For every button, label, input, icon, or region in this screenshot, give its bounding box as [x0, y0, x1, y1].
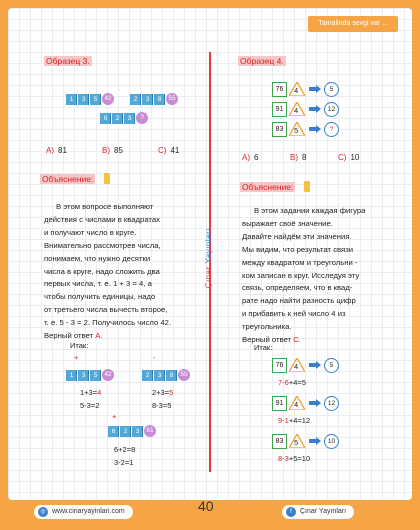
square: 2 [130, 94, 141, 105]
square: 2 [112, 113, 123, 124]
triangle-value: 4 [294, 400, 299, 409]
itak-label: Итак: [254, 343, 273, 352]
social-icon: f [286, 507, 296, 517]
square: 2 [120, 426, 131, 437]
square: 2 [142, 370, 153, 381]
right-heading: Образец 4. [240, 56, 284, 66]
circle: 55 [178, 369, 190, 381]
circle: 12 [324, 102, 339, 117]
square: 6 [100, 113, 111, 124]
pencil-icon [104, 173, 110, 184]
left-explanation-heading: Объяснение: [42, 174, 94, 184]
arrow-right-icon [309, 437, 321, 445]
square: 1 [66, 94, 77, 105]
vertical-brand: Çınar Yayınları [204, 228, 213, 289]
square: 83 [272, 434, 287, 449]
footer [0, 500, 420, 530]
option-a[interactable]: A) 6 [242, 153, 259, 162]
equation: 5-3=2 [80, 401, 100, 410]
equation: 8-3+5=10 [278, 454, 311, 463]
option-c[interactable]: C) 41 [158, 146, 180, 155]
page-number: 40 [198, 498, 214, 514]
square: 8 [154, 94, 165, 105]
option-b[interactable]: B) 85 [102, 146, 123, 155]
square: 3 [124, 113, 135, 124]
triangle-value: 4 [294, 362, 299, 371]
right-explanation-heading: Объяснение: [242, 182, 294, 192]
circle: 42 [102, 369, 114, 381]
circle: 5 [324, 82, 339, 97]
square: 8 [166, 370, 177, 381]
square: 3 [78, 94, 89, 105]
circle: 10 [324, 434, 339, 449]
header-tab: Tamalinda sevgi var ... [308, 16, 398, 32]
publisher-social[interactable]: f Çınar Yayınları [282, 505, 354, 519]
arrow-right-icon [309, 361, 321, 369]
square: 3 [132, 426, 143, 437]
arrow-right-icon [309, 85, 321, 93]
equation: 3-2=1 [114, 458, 134, 467]
plus-sign: + [74, 353, 79, 362]
circle: 81 [144, 425, 156, 437]
triangle-value: 4 [294, 86, 299, 95]
arrow-right-icon [309, 105, 321, 113]
circle: 55 [166, 93, 178, 105]
page [8, 8, 412, 500]
triangle-value: 4 [294, 106, 299, 115]
equation: 2+3=5 [152, 388, 174, 397]
circle: ? [136, 112, 148, 124]
square: 83 [272, 122, 287, 137]
plus-sign: + [112, 412, 117, 421]
equation: 8-3=5 [152, 401, 172, 410]
minus-sign: - [153, 353, 156, 362]
option-a[interactable]: A) 81 [46, 146, 67, 155]
arrow-right-icon [309, 125, 321, 133]
triangle-value: 5 [294, 438, 299, 447]
square: 1 [66, 370, 77, 381]
equation: 7-6+4=5 [278, 378, 306, 387]
circle: 5 [324, 358, 339, 373]
equation: 6+2=8 [114, 445, 136, 454]
pencil-icon [304, 181, 310, 192]
circle: 42 [102, 93, 114, 105]
globe-icon: ◎ [38, 507, 48, 517]
square: 91 [272, 396, 287, 411]
square: 3 [154, 370, 165, 381]
triangle-value: 5 [294, 126, 299, 135]
option-b[interactable]: B) 8 [290, 153, 307, 162]
left-explanation: В этом вопросе выполняют действия с числами в квадратах и получают число в круге. Внимательно рассмотрев числа, понимаем, что нужно десятки числа в круге, надо сложить два первых числа, т. е. 1 + 3 = 4, а чтобы получить единицы, надо от третьего числа вычесть второе, т. е. 5 - 3 = 2. Получилось число 42. Верный ответ A. [44, 202, 172, 341]
left-heading: Образец 3. [46, 56, 90, 66]
circle: 12 [324, 396, 339, 411]
square: 5 [90, 94, 101, 105]
square: 76 [272, 82, 287, 97]
square: 3 [78, 370, 89, 381]
circle: ? [324, 122, 339, 137]
equation: 1+3=4 [80, 388, 102, 397]
itak-label: Итак: [70, 341, 89, 350]
square: 91 [272, 102, 287, 117]
square: 3 [142, 94, 153, 105]
website-link[interactable]: ◎ www.cinaryayinlari.com [34, 505, 133, 519]
square: 6 [108, 426, 119, 437]
square: 76 [272, 358, 287, 373]
square: 5 [90, 370, 101, 381]
arrow-right-icon [309, 399, 321, 407]
right-explanation: В этом задании каждая фигура выражает своё значение. Давайте найдём эти значения. Мы видим, что результат связи между квадратом и треугольни - ком записан в круг. Исследуя эту связь, определяем, что в квад- рате надо найти разность цифр и прибавить к ней число 4 из треугольника. Верный ответ C. [242, 206, 366, 345]
option-c[interactable]: C) 10 [338, 153, 360, 162]
equation: 9-1+4=12 [278, 416, 311, 425]
